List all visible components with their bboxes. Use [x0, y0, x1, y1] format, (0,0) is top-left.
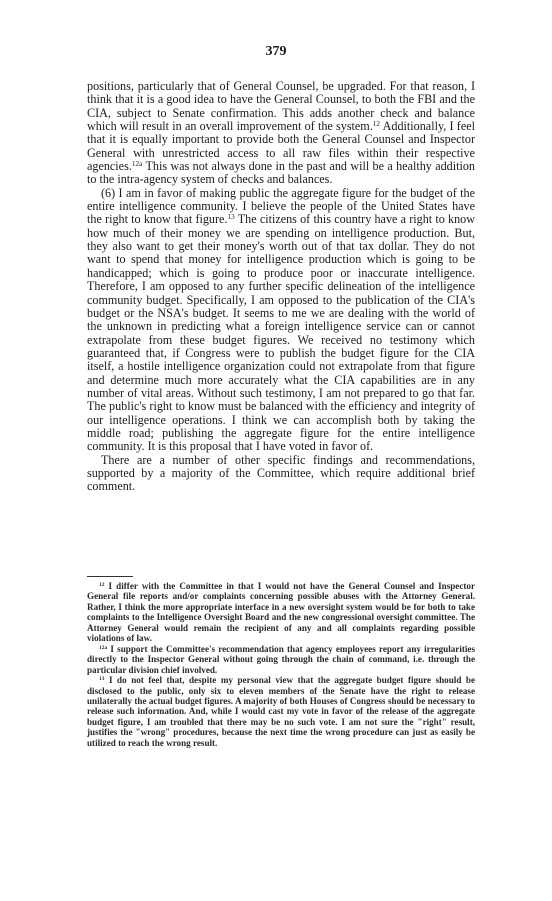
footnote-number: 13	[99, 676, 105, 683]
footnote-text: I differ with the Committee in that I would not have the General Counsel and Inspector General file reports and/or complaints concerning possible abuses with the Attorney General. Rather, I think the more appropriate interface in a new oversight system would be for both to take complaints to the Intelligence Oversight Board and the new congressional oversight committee. The Attorney General would remain the recipient of any and all complaints regarding possible violations of law.	[87, 581, 475, 644]
footnote-number: 12a	[99, 644, 108, 651]
footnote-divider	[87, 576, 133, 577]
text-run: Additionally, I feel that it is equally important to provide both the General Counsel and Inspector General with unrestricted access to all raw files within their respective agencies.	[87, 119, 475, 174]
paragraph-budget	[87, 187, 475, 454]
text-run: (6) I am in favor of making public the aggregate figure for the budget of the entire intelligence community. I believe the people of the United States have the right to know that figure.	[87, 185, 475, 227]
paragraph-other-findings: There are a number of other specific findings and recommendations, supported by a majority of the Committee, which require additional brief comment.	[87, 452, 475, 494]
footnote-13	[87, 675, 475, 748]
footnote-number: 12	[99, 582, 105, 588]
footnote-ref-12a: 12a	[131, 160, 143, 169]
footnote-text: I support the Committee's recommendation that agency employees report any irregularities directly to the Inspector General without going through the chain of command, i.e. through the particular division chief involved.	[87, 643, 475, 675]
text-run: The citizens of this country have a right to know how much of their money we are spending on intelligence production. But, they also want to get their money's worth out of that tax dollar. They do not want to spend that money for intelligence production which is going to be handicapped; which is going to produce poor or inaccurate intelligence. Therefore, I am opposed to any further specific delineation of the intelligence community budget. Specifically, I am opposed to the publication of the CIA's budget or the NSA's budget. It seems to me we are dealing with the world of the unknown in predicting what a foreign intelligence service can or cannot extrapolate from these budget figures. We received no testimony which guaranteed that, if Congress were to publish the budget figure for the CIA itself, a hostile intelligence organization could not extrapolate from that figure and determine much more accurately what the CIA capabilities are in any number of vital areas. Without such testimony, I am not prepared to go that far. The public's right to know must be balanced with the efficiency and integrity of our intelligence operations. I think we can accomplish both by taking the middle road; publishing the aggregate figure for the entire intelligence community. It is this proposal that I have voted in favor of.	[87, 212, 475, 454]
paragraph-general-counsel	[87, 80, 475, 187]
page-number: 379	[265, 44, 287, 59]
body-text	[87, 80, 475, 494]
footnote-12	[87, 581, 475, 644]
footnote-ref-12: 12	[372, 120, 381, 129]
footnotes	[87, 581, 475, 748]
footnote-ref-13: 13	[227, 213, 235, 222]
text-run: positions, particularly that of General Counsel, be upgraded. For that reason, I think that it is a good idea to have the General Counsel, to both the FBI and the CIA, subject to Senate confirmation. This adds another check and balance which will result in an overall improvement of the system.	[87, 79, 475, 134]
footnote-text: I do not feel that, despite my personal view that the aggregate budget figure should be disclosed to the public, only six to eleven members of the Senate have the right to release unilaterally the actual budget figures. A majority of both Houses of Congress should be necessary to release such information. And, while I would cast my vote in favor of the release of the aggregate budget figure, I am troubled that there may be no such vote. I am not sure the "right" result, justifies the "wrong" procedures, because the next time the wrong procedure can just as easily be utilized to reach the wrong result.	[87, 675, 475, 748]
footnote-12a	[87, 644, 475, 675]
text-run: This was not always done in the past and will be a healthy addition to the intra-agency system of checks and balances.	[87, 159, 475, 187]
